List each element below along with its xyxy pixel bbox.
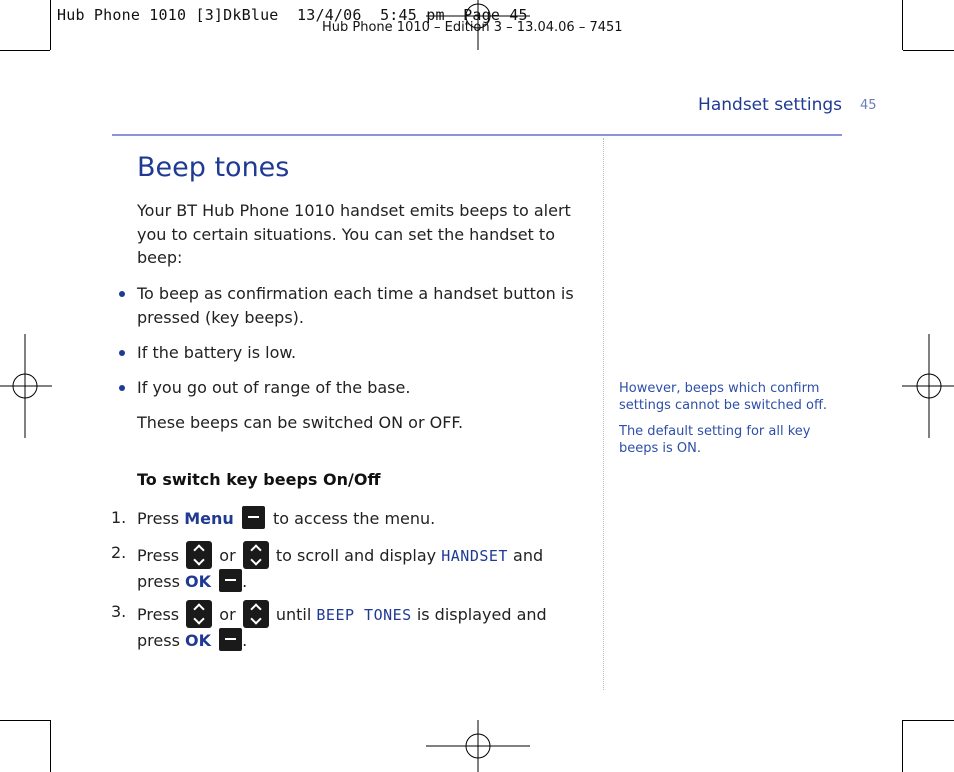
registration-mark-icon: [0, 334, 52, 438]
bullet-text: To beep as confirmation each time a handset button is pressed (key beeps).: [137, 284, 574, 327]
menu-key-label: Menu: [184, 509, 234, 528]
column-divider: [603, 138, 604, 690]
bullet-item: [137, 376, 577, 400]
step-text: and: [513, 546, 544, 565]
side-note: However, beeps which confirm settings cannot be switched off.: [619, 381, 828, 413]
navigation-up-down-icon: [186, 541, 212, 569]
navigation-up-down-icon: [186, 600, 212, 628]
softkey-icon: [219, 628, 242, 651]
crop-mark-top-left-h: [0, 50, 50, 51]
step-item: [111, 600, 577, 653]
step-text: press: [137, 631, 180, 650]
crop-mark-bottom-left-v: [50, 720, 51, 772]
page-title: Beep tones: [137, 152, 290, 183]
step-number: 1.: [111, 508, 127, 527]
step-item: [111, 506, 577, 531]
header-rule: [112, 134, 842, 136]
subheading: To switch key beeps On/Off: [137, 470, 381, 489]
step-text: .: [242, 572, 248, 591]
softkey-icon: [242, 506, 265, 529]
ok-key-label: OK: [185, 572, 211, 591]
step-text: to access the menu.: [272, 509, 436, 528]
crop-mark-top-right-v: [902, 0, 903, 50]
crop-mark-top-right-h: [903, 50, 954, 51]
crop-mark-bottom-right-v: [902, 720, 903, 772]
crop-mark-bottom-right-h: [903, 720, 954, 721]
display-text-beep-tones: BEEP TONES: [316, 606, 412, 624]
step-text: until: [275, 605, 312, 624]
ok-key-label: OK: [185, 631, 211, 650]
intro-paragraph: Your BT Hub Phone 1010 handset emits beeps to alert you to certain situations. You can set the handset to beep:: [137, 201, 571, 267]
step-text: Press: [137, 509, 180, 528]
step-text: .: [242, 631, 248, 650]
bullet-dot-icon: [119, 350, 125, 356]
navigation-up-down-icon: [243, 541, 269, 569]
step-number: 2.: [111, 543, 127, 562]
side-note: The default setting for all key beeps is ON.: [619, 424, 811, 456]
bullet-item: [137, 282, 577, 329]
display-text-handset: HANDSET: [441, 547, 508, 565]
page-number: 45: [860, 98, 877, 113]
crop-mark-bottom-left-h: [0, 720, 50, 721]
step-text: to scroll and display: [275, 546, 437, 565]
step-number: 3.: [111, 602, 127, 621]
step-text: or: [219, 546, 236, 565]
registration-mark-icon: [902, 334, 954, 438]
print-edition-slug: Hub Phone 1010 – Edition 3 – 13.04.06 – 7451: [322, 20, 623, 35]
bullet-item: [137, 341, 577, 365]
print-slug: Hub Phone 1010 [3]DkBlue 13/4/06 5:45 pm Page 45: [57, 6, 528, 24]
section-header: Handset settings: [698, 95, 842, 115]
softkey-icon: [219, 569, 242, 592]
bullet-text: If you go out of range of the base.: [137, 378, 411, 397]
crop-mark-top-left-v: [50, 0, 51, 50]
step-text: Press: [137, 546, 180, 565]
navigation-up-down-icon: [243, 600, 269, 628]
step-text: press: [137, 572, 180, 591]
step-item: [111, 541, 577, 594]
switch-note: These beeps can be switched ON or OFF.: [137, 413, 464, 432]
step-text: or: [219, 605, 236, 624]
bullet-dot-icon: [119, 385, 125, 391]
registration-mark-icon: [426, 720, 530, 772]
step-text: Press: [137, 605, 180, 624]
step-text: is displayed and: [416, 605, 547, 624]
bullet-text: If the battery is low.: [137, 343, 297, 362]
bullet-dot-icon: [119, 291, 125, 297]
